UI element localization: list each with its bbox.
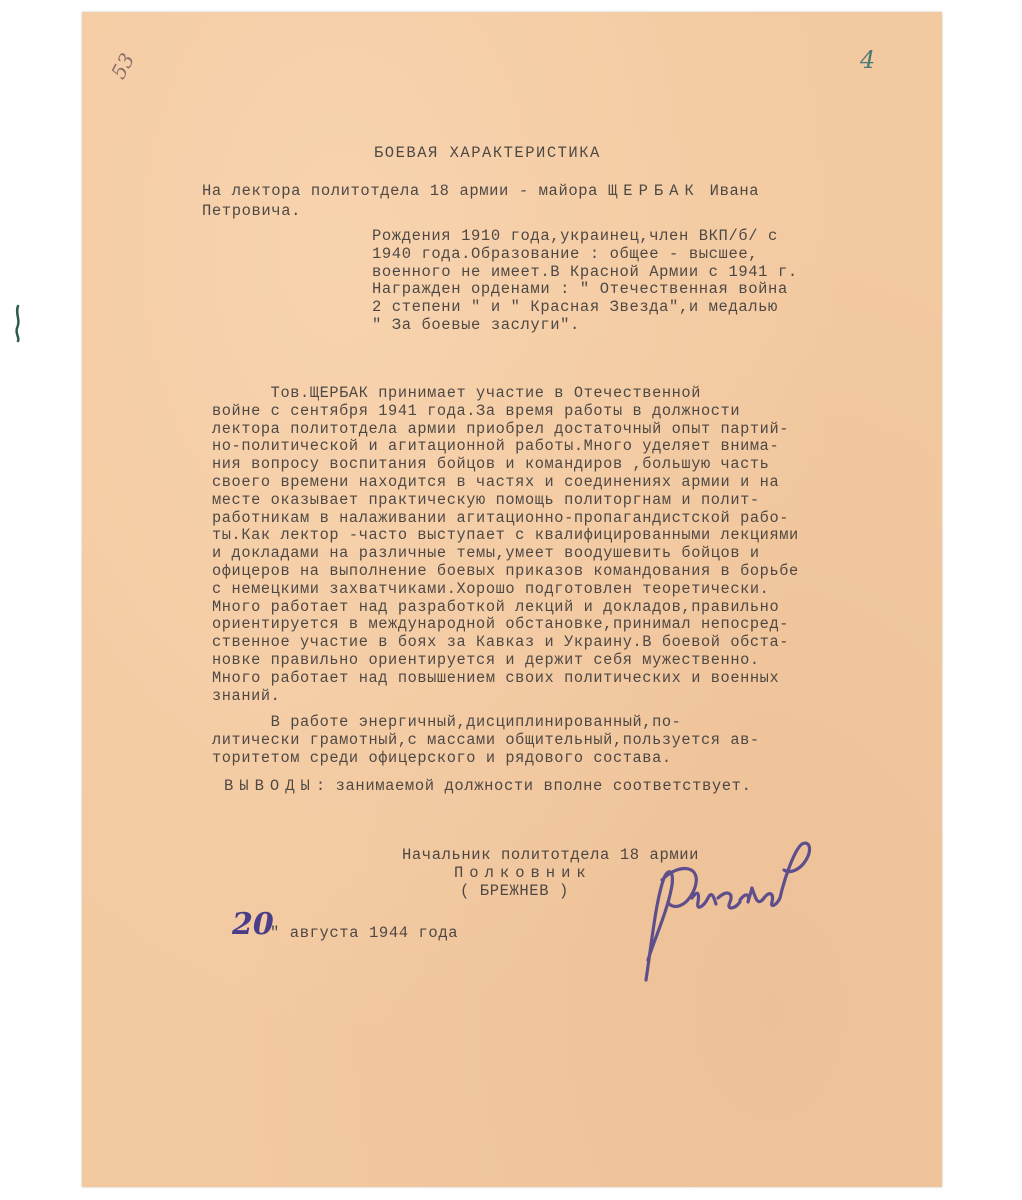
- body-line: работникам в налаживании агитационно-пропагандистской рабо-: [212, 508, 789, 527]
- body-line: знаний.: [212, 686, 281, 705]
- signature-text: Брежнев: [634, 827, 702, 845]
- document-page: [82, 12, 942, 1187]
- conclusion-text: : занимаемой должности вполне соответствует.: [315, 777, 752, 795]
- signatory-position: Начальник политотдела 18 армии: [402, 846, 700, 864]
- body-block: [212, 385, 799, 705]
- body-line: Тов.ЩЕРБАК принимает участие в Отечественной: [212, 384, 701, 402]
- body-line: войне с сентября 1941 года.За время работы в должности: [212, 401, 741, 420]
- document-title: БОЕВАЯ ХАРАКТЕРИСТИКА: [374, 144, 601, 162]
- qualities-line: литически грамотный,с массами общительный,пользуется ав-: [212, 730, 760, 749]
- subject-suffix: Ивана: [699, 182, 760, 200]
- binding-thread: [13, 304, 23, 342]
- body-line: офицеров на выполнение боевых приказов командования в борьбе: [212, 561, 799, 580]
- body-line: ты.Как лектор -часто выступает с квалифицированными лекциями: [212, 526, 799, 545]
- signatory-name: ( БРЕЖНЕВ ): [460, 882, 569, 900]
- date-day-handwritten: 20: [232, 907, 274, 942]
- qualities-line: торитетом среди офицерского и рядового состава.: [212, 748, 672, 767]
- body-line: ния вопросу воспитания бойцов и командиров ,большую часть: [212, 455, 770, 474]
- body-line: с немецкими захватчиками.Хорошо подготовлен теоретически.: [212, 579, 770, 598]
- bio-line: военного не имеет.В Красной Армии с 1941 г.: [372, 262, 798, 281]
- date-text: " августа 1944 года: [270, 924, 459, 942]
- bio-line: Рождения 1910 года,украинец,член ВКП/б/ с: [372, 227, 778, 245]
- subject-prefix: На лектора политотдела 18 армии - майора: [202, 182, 608, 200]
- subject-line-1: [202, 182, 759, 200]
- subject-line-2: Петровича.: [202, 202, 302, 220]
- page-number-mark: 4: [860, 46, 876, 74]
- qualities-block: [212, 714, 760, 767]
- body-line: Много работает над разработкой лекций и докладов,правильно: [212, 597, 780, 616]
- body-line: и докладами на различные темы,умеет воодушевить бойцов и: [212, 544, 760, 563]
- body-line: ственное участие в боях за Кавказ и Украину.В боевой обста-: [212, 633, 789, 652]
- qualities-line: В работе энергичный,дисциплинированный,по-: [212, 713, 682, 731]
- body-line: ориентируется в международной обстановке,принимал непосред-: [212, 615, 789, 634]
- archive-mark-top-left: 53: [106, 49, 140, 83]
- body-line: лектора политотдела армии приобрел достаточный опыт партий-: [212, 419, 789, 438]
- body-line: Много работает над повышением своих политических и военных: [212, 668, 780, 687]
- body-line: новке правильно ориентируется и держит себя мужественно.: [212, 650, 760, 669]
- conclusion-label: ВЫВОДЫ: [224, 777, 316, 795]
- body-line: месте оказывает практическую помощь политоргнам и полит-: [212, 490, 760, 509]
- body-line: но-политической и агитационной работы.Много уделяет внима-: [212, 437, 780, 456]
- subject-surname: ЩЕРБАК: [607, 182, 700, 200]
- signatory-rank: Полковник: [454, 864, 592, 882]
- bio-line: 2 степени " и " Красная Звезда",и медалью: [372, 298, 778, 317]
- bio-line: Награжден орденами : " Отечественная война: [372, 280, 788, 299]
- bio-line: 1940 года.Образование : общее - высшее,: [372, 244, 759, 263]
- body-line: своего времени находится в частях и соединениях армии и на: [212, 472, 780, 491]
- signature: [634, 827, 834, 990]
- bio-block: [372, 228, 798, 335]
- conclusion-line: [224, 777, 751, 795]
- bio-line: " За боевые заслуги".: [372, 315, 580, 334]
